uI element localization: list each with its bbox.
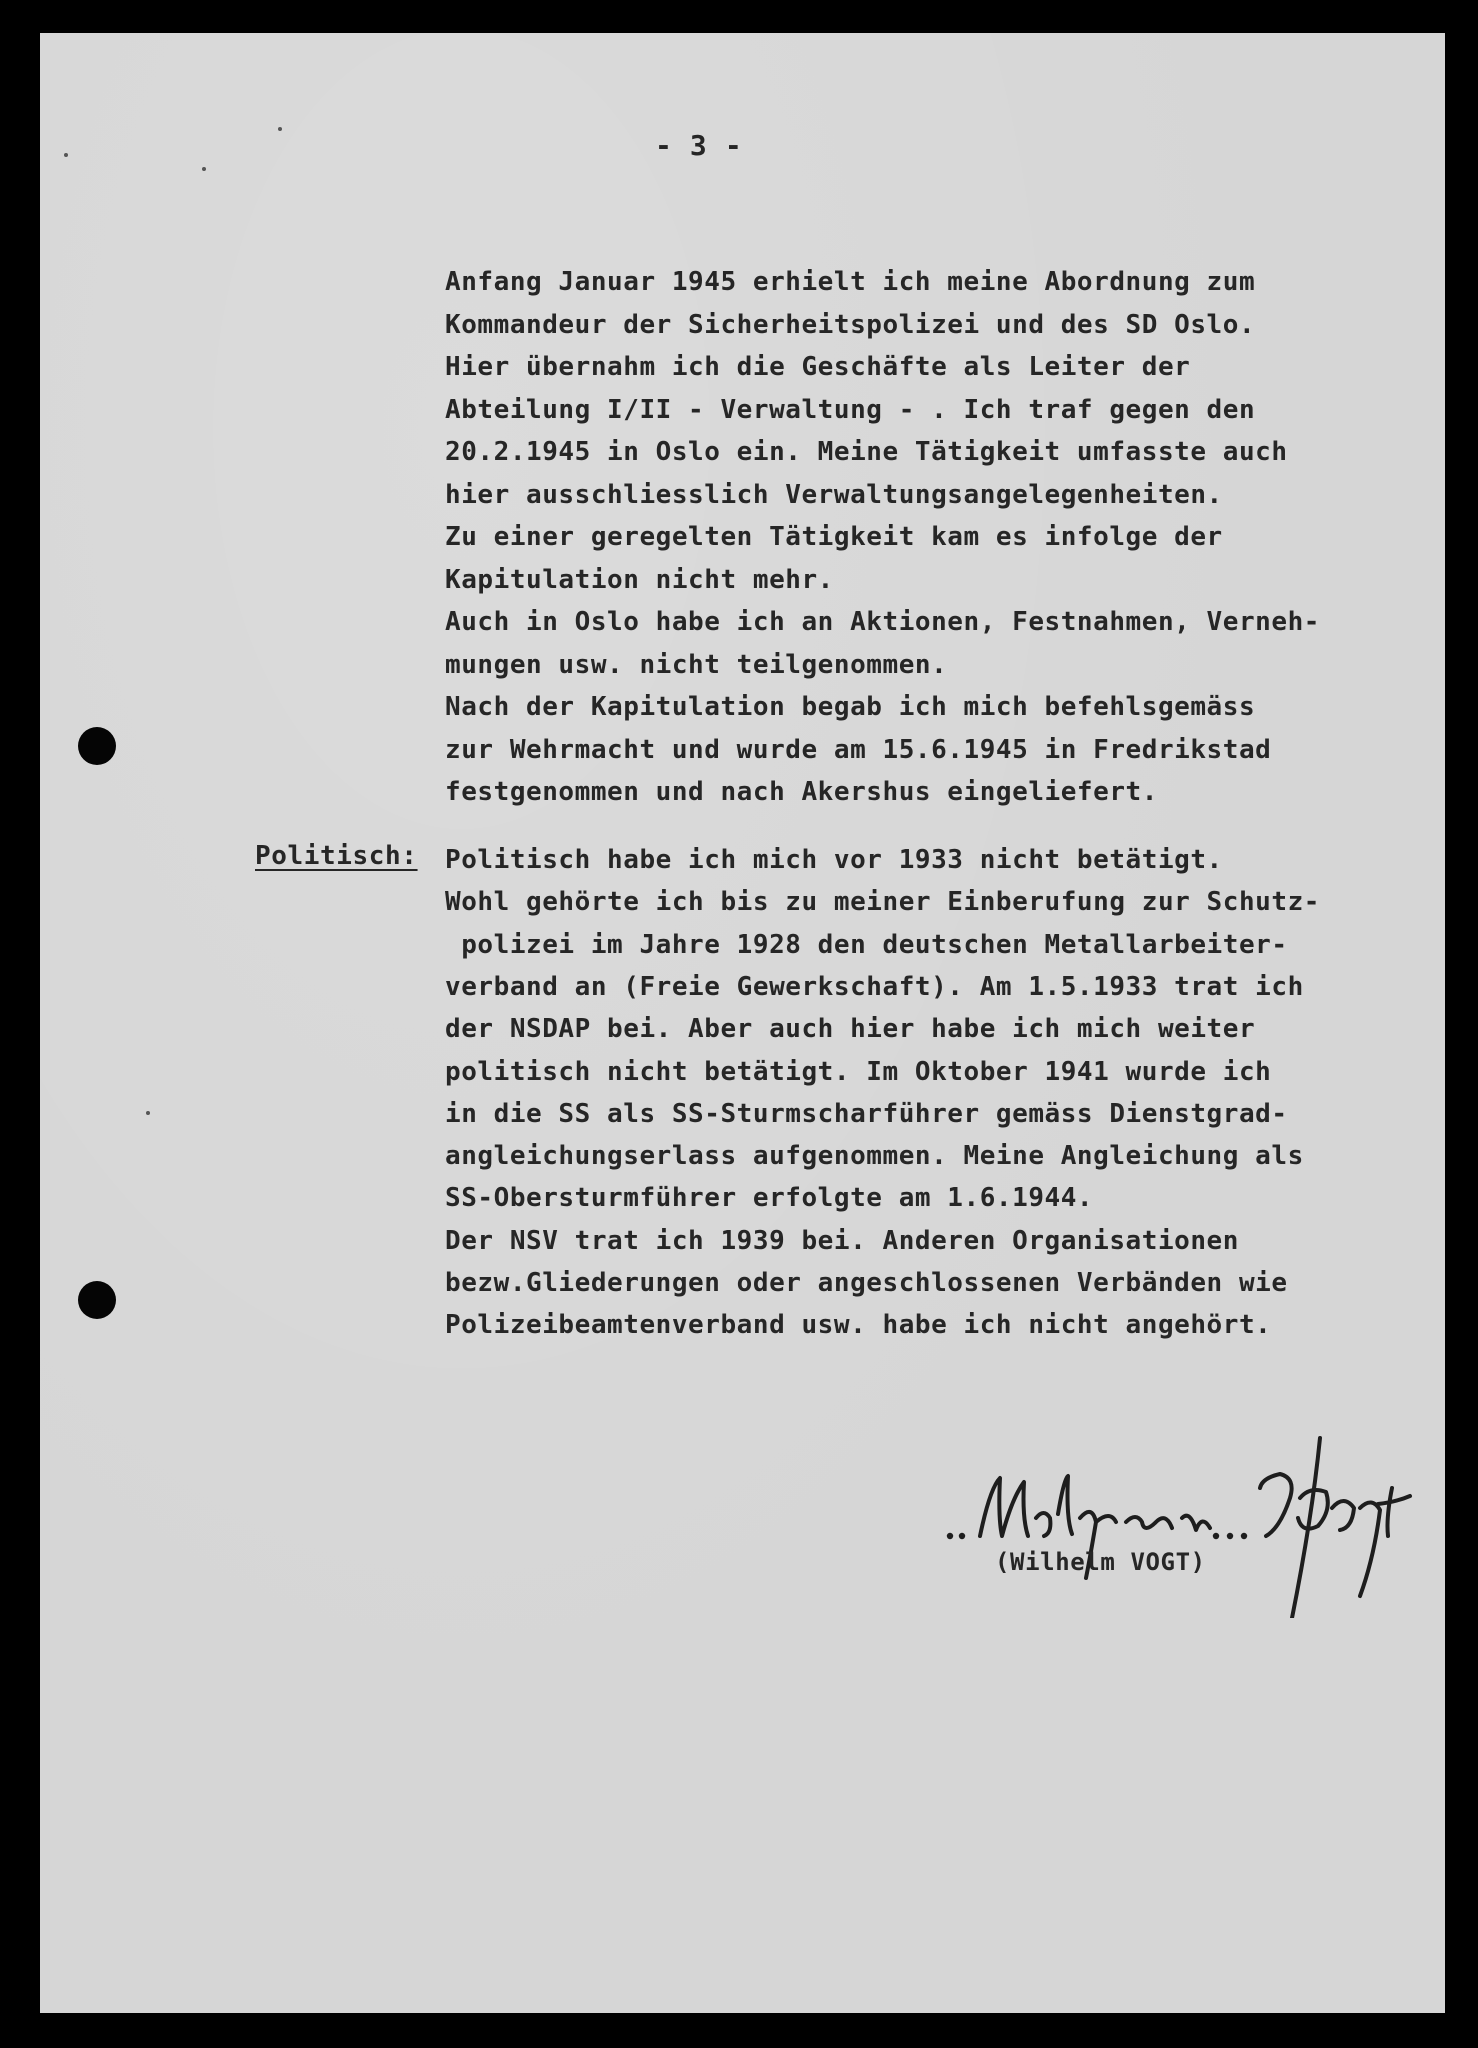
text-line: der NSDAP bei. Aber auch hier habe ich mich weiter <box>445 1014 1256 1045</box>
text-line: festgenommen und nach Akershus eingeliefert. <box>445 777 1158 807</box>
text-line: Auch in Oslo habe ich an Aktionen, Festnahmen, Verneh- <box>445 607 1320 637</box>
punch-hole-top <box>78 727 116 765</box>
text-line: Kapitulation nicht mehr. <box>445 564 834 595</box>
text-line: politisch nicht betätigt. Im Oktober 1941 wurde ich <box>445 1056 1272 1087</box>
text-line: Hier übernahm ich die Geschäfte als Leiter der <box>445 352 1191 382</box>
document-page <box>40 33 1445 2013</box>
handwritten-signature <box>940 1418 1440 1618</box>
paper-speck <box>64 153 68 157</box>
paper-speck <box>202 167 206 171</box>
text-line: Nach der Kapitulation begab ich mich befehlsgemäss <box>445 692 1256 722</box>
paper-speck <box>278 127 282 131</box>
text-line: Der NSV trat ich 1939 bei. Anderen Organisationen <box>445 1225 1239 1256</box>
text-line: Anfang Januar 1945 erhielt ich meine Abordnung zum <box>445 267 1256 297</box>
text-line: SS-Obersturmführer erfolgte am 1.6.1944. <box>445 1183 1094 1214</box>
text-line: zur Wehrmacht und wurde am 15.6.1945 in Fredrikstad <box>445 734 1272 765</box>
text-line: Polizeibeamtenverband usw. habe ich nicht angehört. <box>445 1310 1272 1341</box>
text-line: bezw.Gliederungen oder angeschlossenen Verbänden wie <box>445 1268 1288 1298</box>
punch-hole-bottom <box>78 1281 116 1319</box>
text-line: polizei im Jahre 1928 den deutschen Metallarbeiter- <box>445 929 1288 960</box>
section-label-politisch: Politisch: <box>255 841 418 871</box>
text-line: verband an (Freie Gewerkschaft). Am 1.5.1933 trat ich <box>445 971 1304 1002</box>
text-line: Abteilung I/II - Verwaltung - . Ich traf gegen den <box>445 394 1256 425</box>
text-line: 20.2.1945 in Oslo ein. Meine Tätigkeit umfasste auch <box>445 437 1288 467</box>
signature-typed-name: (Wilhelm VOGT) <box>995 1548 1206 1576</box>
text-line: hier ausschliesslich Verwaltungsangelegenheiten. <box>445 479 1223 510</box>
paper-speck <box>146 1111 150 1115</box>
text-line: in die SS als SS-Sturmscharführer gemäss Dienstgrad- <box>445 1098 1288 1129</box>
text-line: Politisch habe ich mich vor 1933 nicht betätigt. <box>445 845 1223 875</box>
text-line: mungen usw. nicht teilgenommen. <box>445 649 948 680</box>
text-line: angleichungserlass aufgenommen. Meine Angleichung als <box>445 1141 1304 1172</box>
text-line: Kommandeur der Sicherheitspolizei und des SD Oslo. <box>445 309 1256 340</box>
text-line: Zu einer geregelten Tätigkeit kam es infolge der <box>445 522 1223 552</box>
page-number: - 3 - <box>655 129 743 162</box>
text-line: Wohl gehörte ich bis zu meiner Einberufung zur Schutz- <box>445 887 1320 918</box>
